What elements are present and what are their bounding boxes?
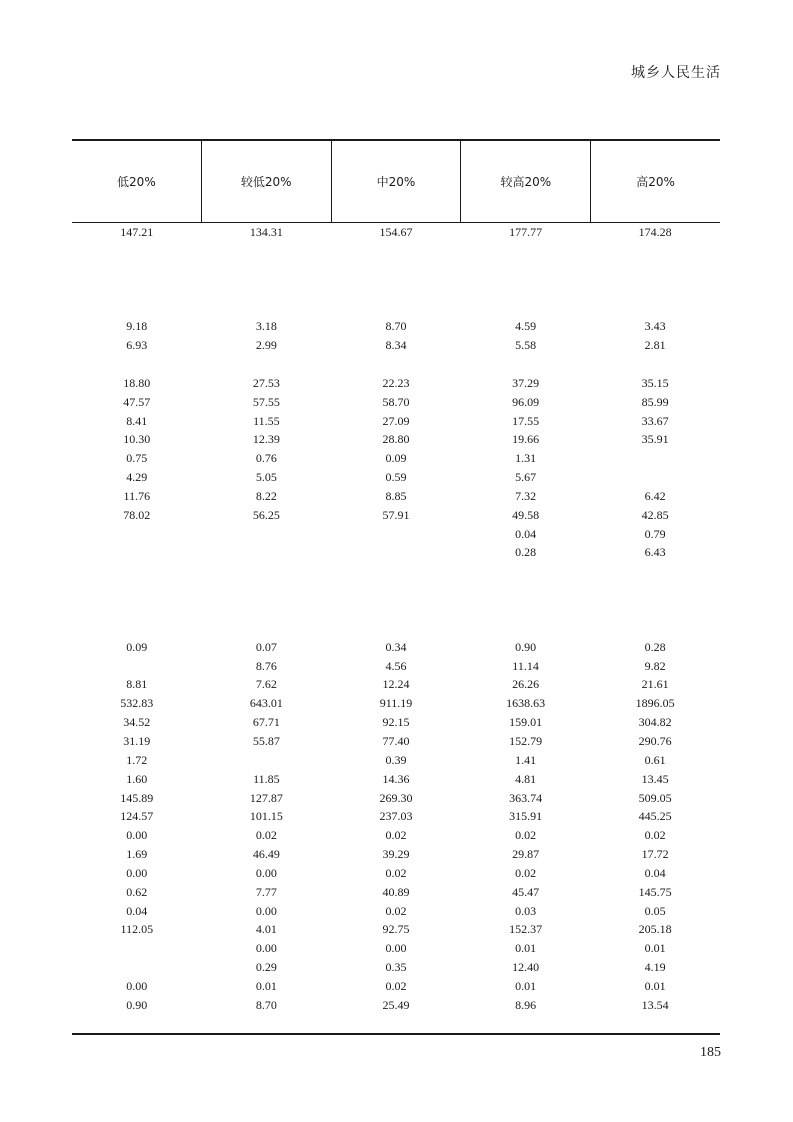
table-cell: 40.89 [382,884,410,899]
table-row [72,732,720,751]
table-cell: 92.15 [382,715,410,730]
column-header-higher-20: 较高20% [460,141,590,222]
table-cell: 78.02 [123,507,151,522]
table-cell: 0.75 [126,451,148,466]
table-cell: 0.09 [126,639,148,654]
table-cell: 4.81 [515,771,537,786]
table-cell: 11.85 [253,771,280,786]
table-cell: 11.76 [123,488,151,503]
table-row [72,713,720,732]
table-cell: 0.00 [255,941,277,956]
table-cell: 21.61 [641,677,669,692]
table-cell: 12.39 [252,432,280,447]
table-cell: 27.09 [382,413,410,428]
table-cell: 290.76 [638,733,672,748]
table-cell: 4.56 [385,658,407,673]
table-cell: 5.05 [255,470,277,485]
table-cell: 2.99 [255,338,277,353]
table-row [72,525,720,544]
table-cell: 67.71 [252,715,280,730]
table-row [72,336,720,355]
table-row [72,562,720,581]
table-cell: 0.02 [644,828,666,843]
table-cell: 25.49 [382,997,410,1012]
table-cell: 37.29 [512,375,540,390]
table-row [72,920,720,939]
table-cell: 0.59 [385,470,407,485]
table-cell: 1.72 [126,752,148,767]
table-cell: 5.67 [515,470,537,485]
table-cell: 0.28 [515,545,537,560]
table-cell: 0.02 [385,865,407,880]
table-cell: 0.05 [644,903,666,918]
table-cell: 3.43 [644,319,666,334]
table-row [72,996,720,1015]
table-cell: 6.43 [644,545,666,560]
table-cell: 0.62 [126,884,148,899]
table-cell: 0.39 [385,752,407,767]
table-cell: 13.45 [641,771,669,786]
table-row [72,694,720,713]
table-row [72,298,720,317]
table-cell: 26.26 [512,677,540,692]
column-header-middle-20: 中20% [331,141,461,222]
table-row [72,393,720,412]
table-cell: 0.00 [126,828,148,843]
table-cell: 6.93 [126,338,148,353]
table-cell: 49.58 [512,507,540,522]
table-cell: 17.72 [641,847,669,862]
table-cell: 92.75 [382,922,410,937]
table-cell: 0.02 [515,865,537,880]
table-cell: 154.67 [379,225,413,239]
table-cell: 124.57 [120,809,154,824]
table-cell: 0.00 [255,903,277,918]
table-row [72,581,720,600]
table-cell: 8.22 [255,488,277,503]
table-row [72,412,720,431]
table-row [72,487,720,506]
table-cell: 445.25 [638,809,672,824]
table-cell: 363.74 [509,790,543,805]
table-cell: 177.77 [509,225,543,239]
table-cell: 0.90 [515,639,537,654]
table-cell: 0.29 [255,960,277,975]
table-cell: 96.09 [512,394,540,409]
table-cell: 39.29 [382,847,410,862]
table-cell: 145.89 [120,790,154,805]
table-row [72,864,720,883]
table-cell: 9.82 [644,658,666,673]
table-cell: 7.62 [255,677,277,692]
table-cell: 0.76 [255,451,277,466]
table-cell: 2.81 [644,338,666,353]
table-cell: 7.32 [515,488,537,503]
table-cell: 0.04 [126,903,148,918]
table-cell: 509.05 [638,790,672,805]
table-cell: 0.00 [126,865,148,880]
table-cell: 0.02 [255,828,277,843]
table-cell: 134.31 [249,225,283,239]
table-row [72,619,720,638]
table-cell: 0.01 [255,979,277,993]
table-row [72,543,720,562]
table-cell: 237.03 [379,809,413,824]
table-cell: 35.15 [641,375,669,390]
table-cell: 17.55 [512,413,540,428]
table-cell: 0.07 [255,639,277,654]
table-row [72,883,720,902]
table-row [72,506,720,525]
table-cell: 0.02 [515,828,537,843]
table-cell: 8.96 [515,997,537,1012]
table-cell: 0.00 [255,865,277,880]
table-cell: 0.34 [385,639,407,654]
table-row [72,449,720,468]
table-cell: 127.87 [249,790,283,805]
table-row [72,317,720,336]
table-row [72,958,720,977]
running-head: 城乡人民生活 [631,65,721,81]
table-cell: 6.42 [644,488,666,503]
table-cell: 13.54 [641,997,669,1012]
table-cell: 34.52 [123,715,151,730]
table-cell: 0.01 [515,979,537,993]
table-row [72,789,720,808]
table-cell: 0.79 [644,526,666,541]
table-row [72,902,720,921]
table-cell: 0.01 [515,941,537,956]
table-cell: 0.02 [385,903,407,918]
table-row [72,261,720,280]
table-cell: 159.01 [509,715,543,730]
table-cell: 57.55 [252,394,280,409]
table-row [72,939,720,958]
table-cell: 0.35 [385,960,407,975]
table-cell: 27.53 [252,375,280,390]
table-cell: 532.83 [120,696,154,711]
table-row [72,807,720,826]
table-cell: 269.30 [379,790,413,805]
table-header-row [72,141,720,223]
table-cell: 33.67 [641,413,669,428]
table-cell: 8.34 [385,338,407,353]
table-cell: 8.76 [255,658,277,673]
table-cell: 19.66 [512,432,540,447]
table-cell: 8.70 [385,319,407,334]
table-cell: 14.36 [382,771,410,786]
table-cell: 12.24 [382,677,410,692]
table-cell: 101.15 [249,809,283,824]
table-cell: 911.19 [379,696,413,711]
table-cell: 22.23 [382,375,410,390]
table-row [72,430,720,449]
table-cell: 4.19 [644,960,666,975]
table-cell: 1.41 [515,752,537,767]
table-cell: 77.40 [382,733,410,748]
table-cell: 31.19 [123,733,151,748]
table-row [72,977,720,996]
table-cell: 47.57 [123,394,151,409]
table-cell: 12.40 [512,960,540,975]
table-cell: 10.30 [123,432,151,447]
table-cell: 1.69 [126,847,148,862]
table-cell: 304.82 [638,715,672,730]
table-cell: 8.81 [126,677,148,692]
table-cell: 0.04 [515,526,537,541]
table-cell: 4.59 [515,319,537,334]
table-cell: 152.79 [509,733,543,748]
table-cell: 8.41 [126,413,148,428]
table-cell: 8.85 [385,488,407,503]
table-cell: 0.02 [385,828,407,843]
table-row [72,675,720,694]
table-cell: 4.29 [126,470,148,485]
table-cell: 55.87 [252,733,280,748]
table-cell: 0.04 [644,865,666,880]
table-cell: 643.01 [249,696,283,711]
table-cell: 1638.63 [506,696,546,711]
table-row [72,242,720,261]
table-cell: 18.80 [123,375,151,390]
table-cell: 45.47 [512,884,540,899]
table-row [72,355,720,374]
table-cell: 0.00 [126,979,148,993]
table-cell: 145.75 [638,884,672,899]
table-row [72,374,720,393]
table-cell: 8.70 [255,997,277,1012]
table-row [72,223,720,242]
column-header-high-20: 高20% [590,141,720,222]
table-cell: 152.37 [509,922,543,937]
table-cell: 4.01 [255,922,277,937]
table-row [72,826,720,845]
table-cell: 0.02 [385,979,407,993]
table-cell: 112.05 [120,922,154,937]
table-cell: 0.61 [644,752,666,767]
table-cell: 0.90 [126,997,148,1012]
table-row [72,600,720,619]
table-cell: 56.25 [252,507,280,522]
table-cell: 42.85 [641,507,669,522]
table-cell: 0.01 [644,941,666,956]
table-cell: 46.49 [252,847,280,862]
table-cell: 11.55 [253,413,280,428]
table-row [72,751,720,770]
table-cell: 5.58 [515,338,537,353]
table-cell: 1896.05 [635,696,675,711]
table-cell: 0.03 [515,903,537,918]
data-table [72,139,720,1035]
table-cell: 35.91 [641,432,669,447]
table-cell: 28.80 [382,432,410,447]
table-cell: 0.00 [385,941,407,956]
table-row [72,638,720,657]
table-body [72,223,720,1033]
column-header-low-20: 低20% [117,175,156,189]
table-cell: 205.18 [638,922,672,937]
table-cell: 57.91 [382,507,410,522]
table-cell: 315.91 [509,809,543,824]
table-cell: 7.77 [255,884,277,899]
table-cell: 58.70 [382,394,410,409]
column-header-lower-20: 较低20% [201,141,331,222]
table-cell: 1.60 [126,771,148,786]
table-cell: 1.31 [515,451,537,466]
table-cell: 0.01 [644,979,666,993]
table-cell: 0.09 [385,451,407,466]
table-cell: 29.87 [512,847,540,862]
table-row [72,770,720,789]
table-row [72,845,720,864]
table-row [72,468,720,487]
table-cell: 11.14 [512,658,539,673]
page-number: 185 [700,1045,721,1060]
table-cell: 174.28 [638,225,672,239]
table-cell: 9.18 [126,319,148,334]
table-cell: 147.21 [120,225,154,239]
table-row [72,657,720,676]
table-row [72,280,720,299]
table-cell: 0.28 [644,639,666,654]
table-cell: 85.99 [641,394,669,409]
table-cell: 3.18 [255,319,277,334]
